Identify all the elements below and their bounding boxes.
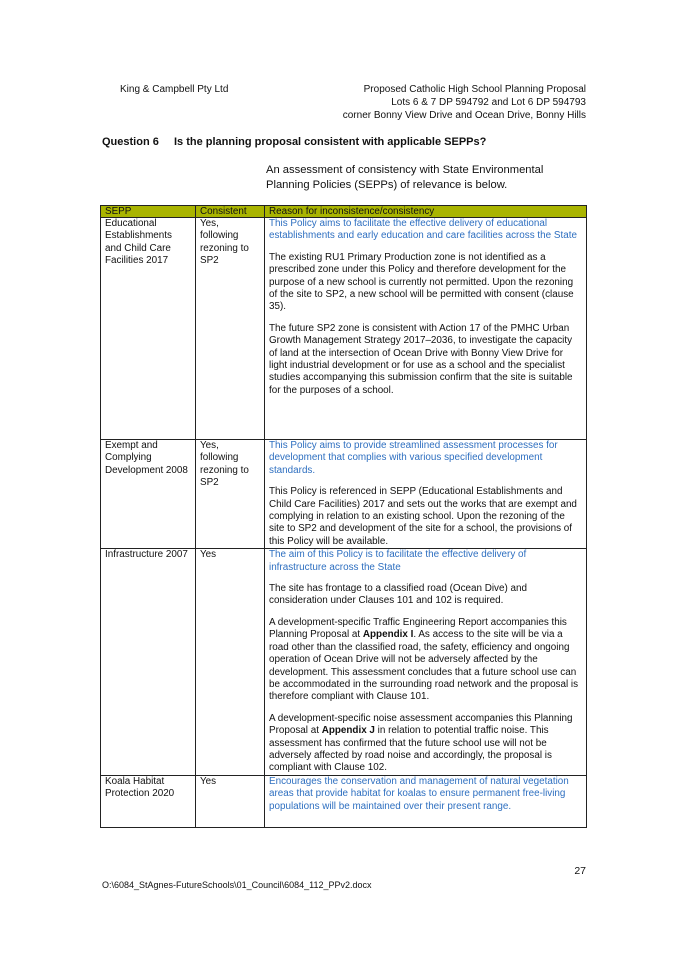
- reason-paragraph: The existing RU1 Primary Production zone is not identified as a prescribed zone under this Policy and therefore development for the purpose of a new school is currently not permitted. Upon the rezoning of the site to SP2, a new school will be permitted with consent (clause 35).: [269, 251, 574, 313]
- header-project-address: corner Bonny View Drive and Ocean Drive, Bonny Hills: [342, 110, 586, 121]
- intro-paragraph: An assessment of consistency with State Environmental Planning Policies (SEPPs) of relevance is below.: [266, 164, 544, 191]
- reason-cell: [265, 440, 587, 549]
- question-title: Is the planning proposal consistent with applicable SEPPs?: [174, 136, 487, 148]
- column-header-reason: Reason for inconsistence/consistency: [265, 206, 587, 218]
- page-number: 27: [574, 865, 586, 877]
- reason-paragraph: The future SP2 zone is consistent with Action 17 of the PMHC Urban Growth Management Strategy 2017–2036, to investigate the capacity of land at the intersection of Ocean Drive with Bonny View Drive for light industrial development or for use as a school and the specialist studies accompanying this submission confirm that the site is suitable for the purposes of a school.: [269, 322, 573, 396]
- sepp-table: [100, 205, 587, 828]
- sepp-name: Educational Establishments and Child Care Facilities 2017: [101, 218, 196, 440]
- reason-text: in relation to potential traffic noise. This assessment has confirmed that the future school use will not be adversely affected by road noise and accordingly, the proposal is compliant with Clause 102.: [269, 725, 552, 774]
- sepp-name: Infrastructure 2007: [101, 549, 196, 776]
- policy-aim: This Policy aims to provide streamlined assessment processes for development that complies with various specified development standards.: [269, 440, 558, 476]
- consistency-status: Yes, following rezoning to SP2: [196, 218, 265, 440]
- table-header-row: [101, 206, 587, 218]
- reason-text: A development-specific Traffic Engineering Report accompanies this Planning Proposal at: [269, 616, 567, 641]
- policy-aim: Encourages the conservation and management of natural vegetation areas that provide habitat for koalas to ensure permanent free-living populations will be maintained over their present range.: [269, 775, 569, 812]
- column-header-consistent: Consistent: [196, 206, 265, 218]
- header-company: King & Campbell Pty Ltd: [120, 84, 229, 95]
- consistency-status: Yes, following rezoning to SP2: [196, 440, 265, 549]
- table-row: [101, 775, 587, 827]
- reason-cell: [265, 549, 587, 776]
- header-project-lots: Lots 6 & 7 DP 594792 and Lot 6 DP 594793: [391, 97, 586, 108]
- question-number: Question 6: [102, 136, 159, 148]
- reason-text: . As access to the site will be via a road other than the classified road, the safety, efficiency and ongoing operation of Ocean Drive will not be adversely affected by the development. This assessment concludes that a future school use can be accommodated in the surrounding road network and the proposal is therefore compliant with Clause 101.: [269, 629, 579, 703]
- consistency-status: Yes: [196, 775, 265, 827]
- reason-text: A development-specific noise assessment accompanies this Planning Proposal at: [269, 712, 573, 737]
- appendix-reference: Appendix I: [362, 629, 414, 641]
- table-row: [101, 218, 587, 440]
- appendix-reference: Appendix J: [321, 725, 375, 737]
- table-row: [101, 440, 587, 549]
- reason-cell: [265, 218, 587, 440]
- sepp-name: Koala Habitat Protection 2020: [101, 775, 196, 827]
- column-header-sepp: SEPP: [101, 206, 196, 218]
- reason-paragraph: [269, 617, 582, 704]
- consistency-status: Yes: [196, 549, 265, 776]
- sepp-name: Exempt and Complying Development 2008: [101, 440, 196, 549]
- header-project-title: Proposed Catholic High School Planning Proposal: [363, 84, 586, 95]
- reason-paragraph: The site has frontage to a classified road (Ocean Dive) and consideration under Clauses 101 and 102 is required.: [269, 583, 527, 607]
- table-row: [101, 549, 587, 776]
- reason-paragraph: [269, 713, 582, 775]
- file-path: O:\6084_StAgnes-FutureSchools\01_Council\6084_112_PPv2.docx: [102, 880, 372, 890]
- policy-aim: This Policy aims to facilitate the effective delivery of educational establishments and early education and care facilities across the State: [269, 218, 577, 242]
- reason-paragraph: This Policy is referenced in SEPP (Educational Establishments and Child Care Facilities) 2017 and sets out the works that are exempt and complying in relation to an existing school. Upon the rezoning of the site to SP2 and development of the site for a school, the provisions of this Policy will be available.: [269, 486, 577, 547]
- question-heading: [102, 136, 486, 148]
- reason-cell: [265, 775, 587, 827]
- header-project: [343, 83, 586, 122]
- policy-aim: The aim of this Policy is to facilitate the effective delivery of infrastructure across the State: [269, 549, 527, 573]
